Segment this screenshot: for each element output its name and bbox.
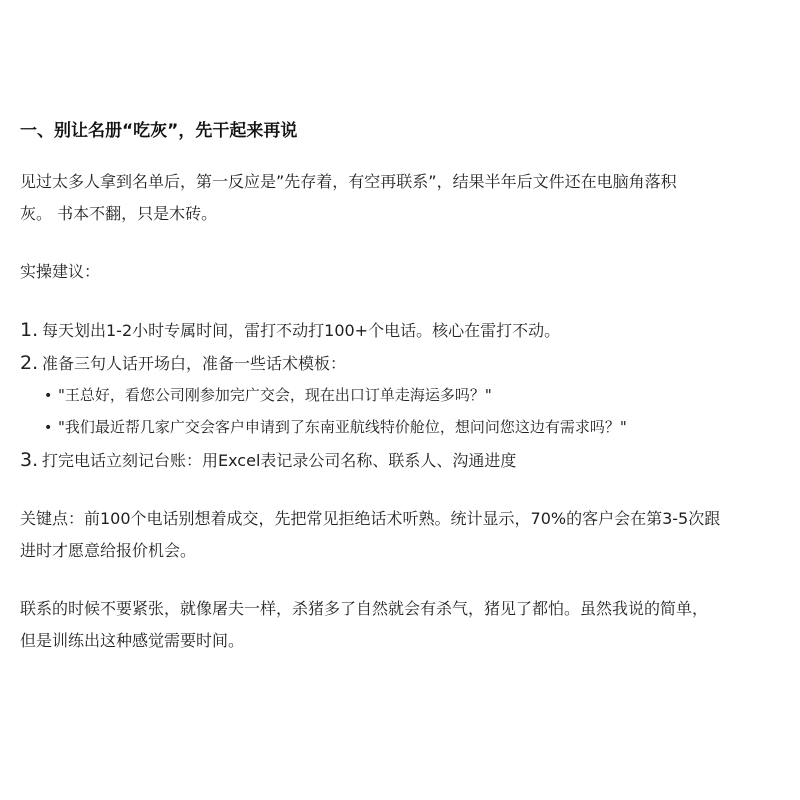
article-body: [20, 118, 795, 657]
list-item-script-2: [44, 412, 795, 444]
script-examples-list: [20, 380, 795, 444]
key-point-line-2: 进时才愿意给报价机会。: [20, 541, 197, 560]
list-item-step-3: [20, 444, 795, 477]
advice-steps-list: [20, 314, 795, 477]
step-text: 准备三句人话开场白，准备一些话术模板：: [42, 354, 347, 373]
list-item-script-1: [44, 380, 795, 412]
step-text: 打完电话立刻记台账：用Excel表记录公司名称、联系人、沟通进度: [42, 451, 517, 470]
intro-paragraph-line-1: 见过太多人拿到名单后，第一反应是”先存着，有空再联系”，结果半年后文件还在电脑角落积: [20, 172, 677, 191]
list-item-step-2: [20, 347, 795, 444]
spacer: [20, 567, 795, 593]
step-number: 1.: [20, 319, 39, 341]
script-text: "我们最近帮几家广交会客户申请到了东南亚航线特价舱位，想问问您这边有需求吗？": [58, 418, 627, 436]
step-number: 3.: [20, 449, 39, 471]
step-text: 每天划出1-2小时专属时间，雷打不动打100+个电话。核心在雷打不动。: [42, 321, 561, 340]
intro-paragraph-line-2: 灰。 书本不翻，只是木砖。: [20, 204, 218, 223]
advice-label: 实操建议：: [20, 262, 101, 281]
script-text: "王总好，看您公司刚参加完广交会，现在出口订单走海运多吗？": [58, 386, 492, 404]
spacer: [20, 144, 795, 166]
bullet-icon: •: [44, 420, 53, 436]
list-item-step-1: [20, 314, 795, 347]
closing-line-1: 联系的时候不要紧张，就像屠夫一样，杀猪多了自然就会有杀气，猪见了都怕。虽然我说的简单，: [20, 599, 709, 618]
closing-line-2: 但是训练出这种感觉需要时间。: [20, 631, 245, 650]
section-heading: 一、别让名册“吃灰”，先干起来再说: [20, 121, 298, 141]
spacer: [20, 230, 795, 256]
spacer: [20, 288, 795, 314]
spacer: [20, 477, 795, 503]
key-point-line-1: 关键点：前100个电话别想着成交，先把常见拒绝话术听熟。统计显示，70%的客户会在第3-5次跟: [20, 509, 721, 528]
step-number: 2.: [20, 352, 39, 374]
bullet-icon: •: [44, 388, 53, 404]
